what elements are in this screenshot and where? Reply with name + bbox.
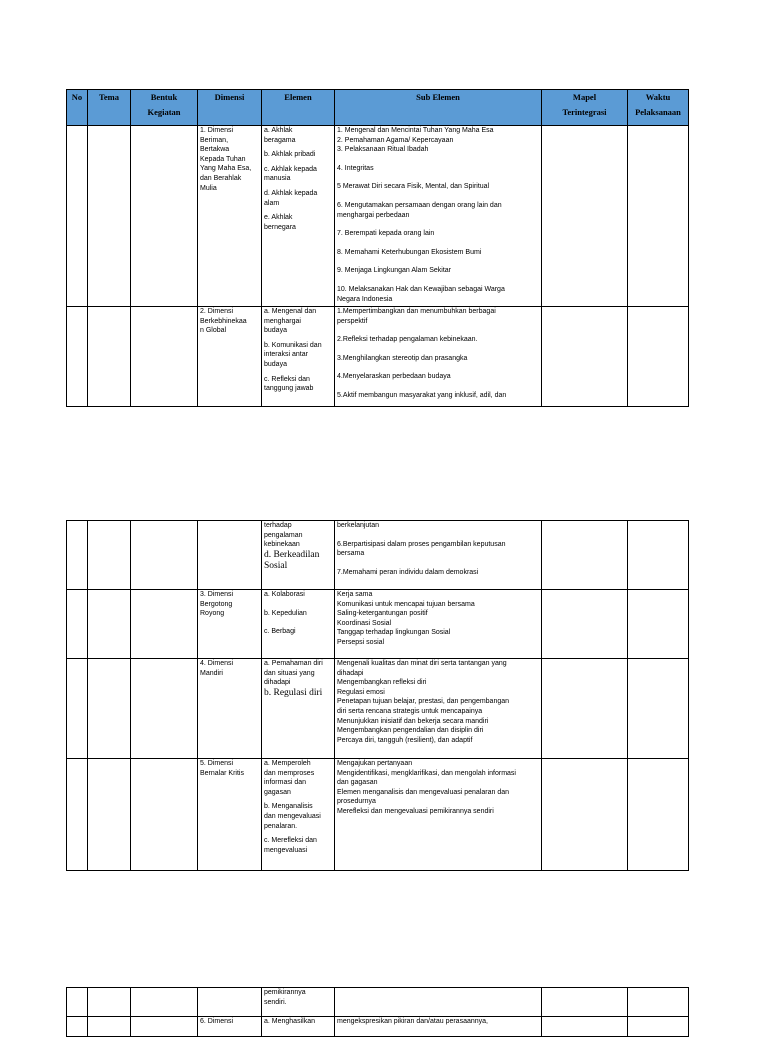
competency-table-page-1 — [66, 89, 689, 407]
table-row-dimensi-3 — [67, 590, 689, 659]
header-dimensi: Dimensi — [198, 90, 262, 126]
competency-table-page-2 — [66, 520, 689, 871]
sub-elemen-cell: 1. Mengenal dan Mencintai Tuhan Yang Maha Esa 2. Pemahaman Agama/ Kepercayaan 3. Pelaksanaan Ritual Ibadah 4. Integritas 5 Merawat Diri secara Fisik, Mental, dan Spiritual 6. Mengutamakan persamaan dengan orang lain dan menghargai perbedaan 7. Berempati kepada orang lain 8. Memahami Keterhubungan Ekosistem Bumi 9. Menjaga Lingkungan Alam Sekitar 10. Melaksanakan Hak dan Kewajiban sebagai Warga Negara Indonesia — [335, 126, 542, 307]
elemen-cell: a. Akhlak beragama b. Akhlak pribadi c. Akhlak kepada manusia d. Akhlak kepada alam e. Akhlak bernegara — [262, 126, 335, 307]
header-bentuk-kegiatan: Bentuk Kegiatan — [131, 90, 198, 126]
dimensi-cell: 6. Dimensi — [198, 1017, 262, 1037]
table-row-dimensi-6 — [67, 1017, 689, 1037]
table-row-dimensi-1 — [67, 126, 689, 307]
header-no: No — [67, 90, 88, 126]
dimensi-cell: 1. Dimensi Beriman, Bertakwa Kepada Tuhan Yang Maha Esa, dan Berahlak Mulia — [198, 126, 262, 307]
dimensi-cell: 3. Dimensi Bergotong Royong — [198, 590, 262, 659]
header-tema: Tema — [88, 90, 131, 126]
header-elemen: Elemen — [262, 90, 335, 126]
dimensi-cell: 5. Dimensi Bernalar Kritis — [198, 759, 262, 871]
sub-elemen-cell: berkelanjutan 6.Berpartisipasi dalam proses pengambilan keputusan bersama 7.Memahami peran individu dalam demokrasi — [335, 521, 542, 590]
elemen-cell: a. Kolaborasi b. Kepedulian c. Berbagi — [262, 590, 335, 659]
table-row-dimensi-5-continued — [67, 988, 689, 1017]
sub-elemen-cell: Mengenali kualitas dan minat diri serta tantangan yang dihadapi Mengembangkan refleksi diri Regulasi emosi Penetapan tujuan belajar, prestasi, dan pengembangan diri serta rencana strategis untuk mencapainya Menunjukkan inisiatif dan bekerja secara mandiri Mengembangkan pengendalian dan disiplin diri Percaya diri, tangguh (resilient), dan adaptif — [335, 659, 542, 759]
header-sub-elemen: Sub Elemen — [335, 90, 542, 126]
competency-table-page-3 — [66, 987, 689, 1037]
sub-elemen-cell: Kerja sama Komunikasi untuk mencapai tujuan bersama Saling-ketergantungan positif Koordinasi Sosial Tanggap terhadap lingkungan Sosial Persepsi sosial — [335, 590, 542, 659]
table-row-dimensi-4 — [67, 659, 689, 759]
elemen-cell: pemikirannya sendiri. — [262, 988, 335, 1017]
sub-elemen-cell: 1.Mempertimbangkan dan menumbuhkan berbagai perspektif 2.Refleksi terhadap pengalaman kebinekaan. 3.Menghilangkan stereotip dan prasangka 4.Menyelaraskan perbedaan budaya 5.Aktif membangun masyarakat yang inklusif, adil, dan — [335, 307, 542, 407]
table-row-dimensi-2-continued — [67, 521, 689, 590]
sub-elemen-cell: mengekspresikan pikiran dan/atau perasaannya, — [335, 1017, 542, 1037]
elemen-cell: terhadap pengalaman kebinekaan d. Berkeadilan Sosial — [262, 521, 335, 590]
sub-elemen-cell: Mengajukan pertanyaan Mengidentifikasi, mengklarifikasi, dan mengolah informasi dan gagasan Elemen menganalisis dan mengevaluasi penalaran dan prosedurnya Merefleksi dan mengevaluasi pemikirannya sendiri — [335, 759, 542, 871]
table-row-dimensi-5 — [67, 759, 689, 871]
elemen-cell: a. Mengenal dan menghargai budaya b. Komunikasi dan interaksi antar budaya c. Refleksi dan tanggung jawab — [262, 307, 335, 407]
elemen-cell: a. Pemahaman diri dan situasi yang dihadapi b. Regulasi diri — [262, 659, 335, 759]
table-row-dimensi-2 — [67, 307, 689, 407]
elemen-cell: a. Memperoleh dan memproses informasi dan gagasan b. Menganalisis dan mengevaluasi penalaran. c. Merefleksi dan mengevaluasi — [262, 759, 335, 871]
dimensi-cell: 4. Dimensi Mandiri — [198, 659, 262, 759]
header-waktu-pelaksanaan: Waktu Pelaksanaan — [628, 90, 689, 126]
elemen-cell: a. Menghasilkan — [262, 1017, 335, 1037]
table-header-row — [67, 90, 689, 126]
dimensi-cell: 2. Dimensi Berkebhinekaa n Global — [198, 307, 262, 407]
header-mapel-terintegrasi: Mapel Terintegrasi — [542, 90, 628, 126]
